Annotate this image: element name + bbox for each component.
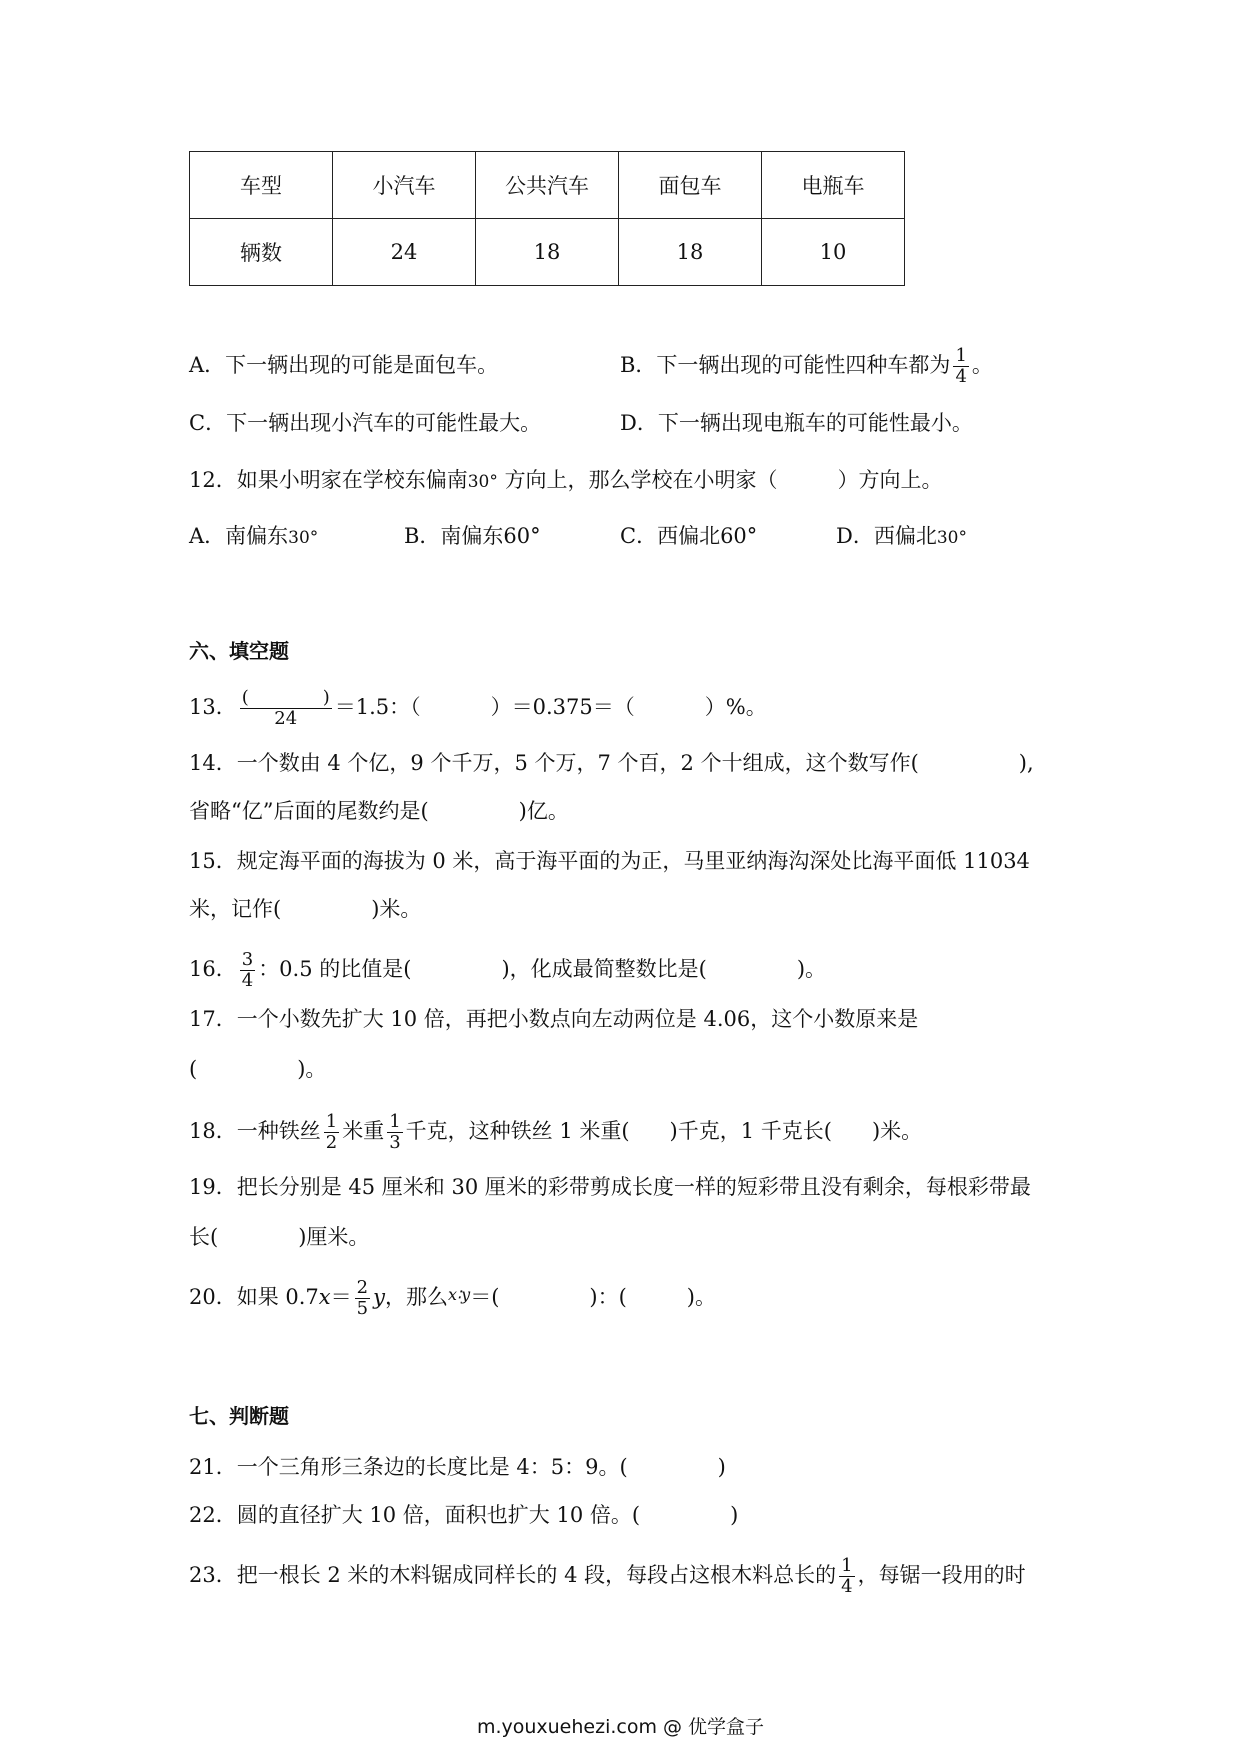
q18-text-4: )千克，1 千克长( [669, 1119, 832, 1143]
q21-text: 21．一个三角形三条边的长度比是 4：5：9。( [189, 1455, 628, 1479]
table-cell: 18 [619, 219, 762, 286]
fraction [240, 688, 332, 729]
q15-line-1: 15．规定海平面的海拔为 0 米，高于海平面的为正，马里亚纳海沟深处比海平面低 11034 [189, 849, 1030, 873]
q20 [189, 1278, 716, 1319]
q12-option-a [189, 521, 318, 553]
q13-text-2: ）＝0.375＝（ [490, 695, 635, 719]
table-header-row [190, 152, 905, 219]
q18-text-end: )米。 [871, 1119, 923, 1143]
q12-stem-text: 12．如果小明家在学校东偏南 [189, 468, 468, 492]
paren-close: ) [322, 687, 330, 708]
fraction-denominator: 4 [955, 366, 967, 387]
fraction [240, 950, 255, 991]
fraction-numerator: 1 [955, 345, 967, 366]
q19-line-2 [189, 1222, 369, 1252]
vehicle-table [189, 151, 905, 286]
q18-text-3: 千克，这种铁丝 1 米重( [405, 1119, 630, 1143]
q12-degree: 30° [467, 472, 498, 492]
q20-text-2: ，那么 [384, 1285, 448, 1309]
q22 [189, 1500, 738, 1530]
fraction [839, 1556, 854, 1597]
table-cell: 小汽车 [333, 152, 476, 219]
q12-option-c: C．西偏北60° [620, 524, 758, 548]
q12-option-d [836, 521, 967, 553]
table-cell: 公共汽车 [476, 152, 619, 219]
q11-option-a: A．下一辆出现的可能是面包车。 [189, 353, 499, 377]
fraction-denominator: 5 [356, 1298, 369, 1319]
paren-open: ( [241, 687, 249, 708]
table-cell: 10 [762, 219, 905, 286]
q12-option-a-degree: 30° [288, 528, 319, 548]
q17-line-2 [189, 1054, 326, 1084]
q20-text: 20．如果 0.7 [189, 1285, 319, 1309]
table-cell: 面包车 [619, 152, 762, 219]
q19-line-1: 19．把长分别是 45 厘米和 30 厘米的彩带剪成长度一样的短彩带且没有剩余，每根彩带最 [189, 1175, 1031, 1199]
q14-text-2: 省略“亿”后面的尾数约是( [189, 799, 429, 823]
fraction-numerator: 1 [841, 1555, 853, 1576]
q20-equals: ＝ [330, 1285, 352, 1309]
section-heading-true-false: 七、判断题 [189, 1404, 289, 1428]
q11-option-b [620, 346, 993, 387]
fraction-denominator: 2 [325, 1132, 338, 1153]
q13-text-3: ）%。 [704, 695, 767, 719]
q18 [189, 1112, 922, 1153]
fraction-denominator: 3 [389, 1132, 401, 1153]
fraction-denominator: 4 [241, 970, 254, 991]
table-cell: 辆数 [190, 219, 333, 286]
q14-text: 14．一个数由 4 个亿，9 个千万，5 个万，7 个百，2 个十组成，这个数写作( [189, 751, 919, 775]
fraction-numerator: 3 [241, 949, 254, 970]
fraction-denominator: 4 [841, 1576, 853, 1597]
variable-y: y [373, 1285, 385, 1309]
q23-text: 23．把一根长 2 米的木料锯成同样长的 4 段，每段占这根木料总长的 [189, 1563, 837, 1587]
q11-option-b-text: B．下一辆出现的可能性四种车都为 [620, 353, 951, 377]
q20-text-4: )：( [589, 1285, 627, 1309]
q11-option-b-end: 。 [971, 353, 993, 377]
q14-text-2-end: )亿。 [518, 799, 569, 823]
q20-text-3: ＝( [470, 1285, 500, 1309]
footer-watermark[interactable]: m.youxuehezi.com @ 优学盒子 [476, 1716, 765, 1738]
section-heading-fill-blank: 六、填空题 [189, 639, 289, 663]
fraction [355, 1278, 370, 1319]
fraction [387, 1112, 402, 1153]
q20-text-end: )。 [686, 1285, 716, 1309]
table-cell: 车型 [190, 152, 333, 219]
q13 [189, 688, 767, 729]
q18-text-2: 米重 [342, 1119, 385, 1143]
q16-text-2: )，化成最简整数比是( [501, 957, 707, 981]
fraction [324, 1112, 339, 1153]
q22-text: 22．圆的直径扩大 10 倍，面积也扩大 10 倍。( [189, 1503, 641, 1527]
q12-option-d-text: D．西偏北 [836, 524, 937, 548]
q19-text-end: )厘米。 [298, 1225, 370, 1249]
table-cell: 电瓶车 [762, 152, 905, 219]
q18-text: 18．一种铁丝 [189, 1119, 321, 1143]
q14-line-2 [189, 796, 569, 826]
q16 [189, 950, 826, 991]
q15-text: 米，记作( [189, 897, 282, 921]
table-row [190, 219, 905, 286]
q17-line-1: 17．一个小数先扩大 10 倍，再把小数点向左动两位是 4.06，这个小数原来是 [189, 1007, 919, 1031]
table-cell: 24 [333, 219, 476, 286]
fraction [953, 346, 968, 387]
q12-stem [189, 465, 943, 497]
variable-x: x [318, 1285, 331, 1309]
fraction-numerator: 1 [325, 1111, 338, 1132]
fraction-numerator[interactable] [240, 688, 332, 709]
q12-stem-end: ）方向上。 [837, 468, 943, 492]
q13-label: 13． [189, 695, 237, 719]
q17-text: ( [189, 1057, 198, 1081]
q23 [189, 1556, 1026, 1597]
ratio-xy: x∶y [447, 1285, 471, 1304]
q16-label: 16． [189, 957, 237, 981]
q21-text-end: ) [717, 1455, 726, 1479]
q15-text-end: )米。 [371, 897, 422, 921]
q13-text-1: ＝1.5：（ [334, 695, 421, 719]
q23-text-end: ，每锯一段用的时 [857, 1563, 1026, 1587]
q19-text: 长( [189, 1225, 219, 1249]
table-cell: 18 [476, 219, 619, 286]
q12-option-d-degree: 30° [936, 528, 967, 548]
fraction-numerator: 1 [389, 1111, 401, 1132]
q16-text-1: ：0.5 的比值是( [258, 957, 412, 981]
q12-stem-mid: 方向上，那么学校在小明家（ [504, 468, 778, 492]
q12-option-a-text: A．南偏东 [189, 524, 289, 548]
fraction-denominator: 24 [274, 708, 298, 729]
q12-option-b: B．南偏东60° [404, 524, 541, 548]
q22-text-end: ) [730, 1503, 739, 1527]
q11-option-c: C．下一辆出现小汽车的可能性最大。 [189, 411, 542, 435]
q17-text-end: )。 [297, 1057, 327, 1081]
q14-text-end: ), [1018, 751, 1034, 775]
q11-option-d: D．下一辆出现电瓶车的可能性最小。 [620, 411, 973, 435]
q15-line-2 [189, 894, 421, 924]
fraction-numerator: 2 [356, 1277, 369, 1298]
q21 [189, 1452, 726, 1482]
q16-text-3: )。 [796, 957, 827, 981]
q14-line-1 [189, 748, 1034, 778]
